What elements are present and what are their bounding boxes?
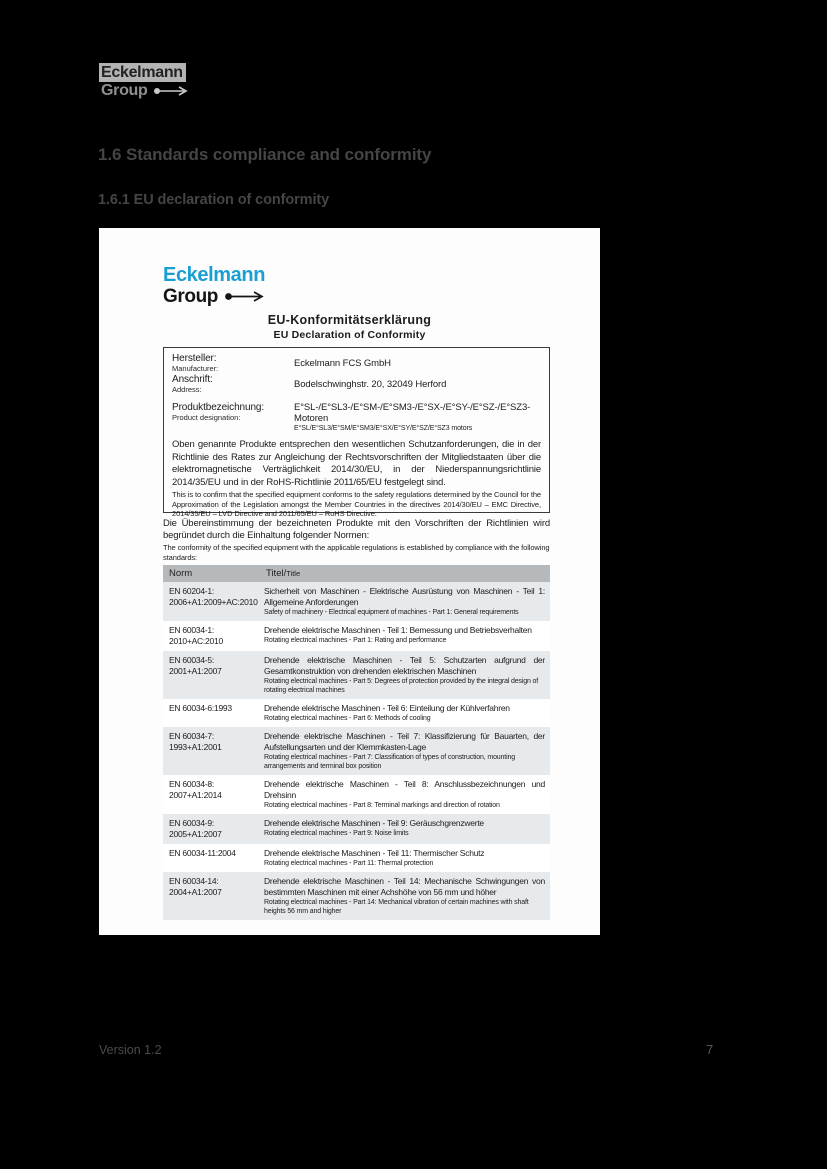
standard-norm-line1: EN 60034-14: (169, 876, 219, 886)
standards-intro-german: Die Übereinstimmung der bezeichneten Produkte mit den Vorschriften der Richtlinien wird begründet durch die Einhaltung folgender Normen: (163, 518, 550, 541)
standards-table-body (163, 582, 550, 920)
info-label-english: Product designation: (172, 413, 241, 422)
standard-title-cell (260, 872, 550, 920)
standard-norm-cell (163, 814, 260, 844)
standard-norm-line1: EN 60034-5: (169, 655, 214, 665)
standard-norm-line1: EN 60034-6:1993 (169, 703, 232, 713)
info-value: Eckelmann FCS GmbH (294, 358, 391, 369)
standard-norm-line2: 2010+AC:2010 (169, 636, 223, 646)
logo-arrow-icon (224, 291, 266, 302)
standard-title-cell (260, 814, 550, 844)
manufacturer-info-box (163, 347, 550, 518)
conformity-statement-german: Oben genannte Produkte entsprechen den wesentlichen Schutzanforderungen, die in der Richtlinie des Rates zur Angleichung der Rechtsvorschriften der Mitgliedstaaten über die elektromagnetische Verträglichkeit 2014/30/EU, in der Niederspannungsrichtlinie 2014/35/EU und in der RoHS-Richtlinie 2011/65/EU festgelegt sind. (172, 439, 541, 488)
info-label-german: Anschrift: (172, 374, 213, 385)
standard-norm-cell (163, 582, 260, 621)
page-header-logo (99, 63, 189, 99)
eu-declaration-document (99, 228, 600, 935)
standards-table-header-title (260, 565, 550, 582)
standard-title-english: Rotating electrical machines - Part 6: Methods of cooling (264, 715, 431, 722)
standard-title-german: Drehende elektrische Maschinen - Teil 14: Mechanische Schwingungen von bestimmten Maschinen mit einer Achshöhe von 56 mm und höher (264, 876, 545, 897)
standard-title-english: Rotating electrical machines - Part 1: Rating and performance (264, 637, 447, 644)
info-value: E°SL-/E°SL3-/E°SM-/E°SM3-/E°SX-/E°SY-/E°SZ-/E°SZ3- (294, 402, 531, 413)
page-header-logo-group: Group (101, 82, 148, 99)
page-header-logo-eckelmann: Eckelmann (99, 63, 186, 82)
doc-title (99, 313, 600, 341)
standard-title-cell (260, 582, 550, 621)
info-label-english: Address: (172, 385, 202, 394)
standards-intro (163, 518, 550, 562)
standard-title-german: Drehende elektrische Maschinen - Teil 5: Schutzarten aufgrund der Gesamtkonstruktion von drehenden elektrischen Maschinen (264, 655, 545, 676)
standards-table-row (163, 814, 550, 844)
info-row (172, 353, 541, 373)
footer-page-number: 7 (706, 1042, 714, 1057)
standard-title-english: Rotating electrical machines - Part 11: Thermal protection (264, 860, 434, 867)
standard-title-english: Rotating electrical machines - Part 9: Noise limits (264, 830, 409, 837)
info-value: Bodelschwinghstr. 20, 32049 Herford (294, 379, 447, 390)
standard-norm-line2: 2001+A1:2007 (169, 666, 222, 676)
standard-norm-line1: EN 60034-9: (169, 818, 214, 828)
standards-intro-english: The conformity of the specified equipment with the applicable regulations is established by compliance with the following standards: (163, 543, 550, 562)
standard-title-cell (260, 699, 550, 727)
standard-norm-cell (163, 651, 260, 699)
standard-title-cell (260, 775, 550, 814)
standard-title-german: Drehende elektrische Maschinen - Teil 1: Bemessung und Betriebsverhalten (264, 625, 532, 635)
info-value-small: E°SL/E°SL3/E°SM/E°SM3/E°SX/E°SY/E°SZ/E°SZ3 motors (294, 425, 473, 432)
standards-table-row (163, 621, 550, 651)
standards-table-row (163, 775, 550, 814)
subsection-heading: 1.6.1 EU declaration of conformity (98, 192, 330, 208)
doc-title-german: EU-Konformitätserklärung (267, 313, 432, 327)
standard-title-cell (260, 651, 550, 699)
info-value-line2: Motoren (294, 413, 329, 424)
standard-title-german: Drehende elektrische Maschinen - Teil 9: Geräuschgrenzwerte (264, 818, 484, 828)
info-label-english: Manufacturer: (172, 364, 219, 373)
standards-table-row (163, 699, 550, 727)
standard-norm-line2: 2005+A1:2007 (169, 829, 222, 839)
footer-version: Version 1.2 (99, 1043, 162, 1057)
info-row (172, 402, 541, 432)
standard-title-english: Rotating electrical machines - Part 5: Degrees of protection provided by the integral design of rotating electrical machines (264, 678, 539, 694)
standard-title-cell (260, 621, 550, 651)
section-heading: 1.6 Standards compliance and conformity (98, 145, 432, 164)
conformity-statement-english: This is to confirm that the specified equipment conforms to the safety regulations determined by the Council for the Approximation of the Legislation amongst the Member Countries in the directives 2014/30/EU – EMC Directive, 2014/35/EU – LVD Directive and 2011/65/EU – RoHS Directive. (172, 490, 541, 518)
info-label-german: Hersteller: (172, 353, 217, 364)
info-label-german: Produktbezeichnung: (172, 402, 265, 413)
standard-norm-line1: EN 60034-1: (169, 625, 214, 635)
standard-title-german: Drehende elektrische Maschinen - Teil 8: Anschlussbezeichnungen und Drehsinn (264, 779, 545, 800)
standards-table-header-title-de: Titel/ (266, 568, 287, 579)
standard-title-english: Rotating electrical machines - Part 8: Terminal markings and direction of rotation (264, 802, 500, 809)
doc-logo (163, 265, 266, 306)
standard-title-german: Drehende elektrische Maschinen - Teil 11: Thermischer Schutz (264, 848, 485, 858)
standard-norm-line1: EN 60204-1: (169, 586, 214, 596)
standard-title-cell (260, 844, 550, 872)
standard-norm-line1: EN 60034-7: (169, 731, 214, 741)
standard-title-english: Rotating electrical machines - Part 7: Classification of types of construction, mounting arrangements and terminal box position (264, 754, 515, 770)
standard-norm-cell (163, 872, 260, 920)
standard-norm-line1: EN 60034-8: (169, 779, 214, 789)
doc-logo-eckelmann: Eckelmann (163, 264, 266, 286)
standard-norm-cell (163, 775, 260, 814)
standard-title-english: Rotating electrical machines - Part 14: Mechanical vibration of certain machines with shaft heights 56 mm and higher (264, 899, 529, 915)
standard-norm-line2: 2007+A1:2014 (169, 790, 222, 800)
standard-norm-cell (163, 727, 260, 775)
standards-table-row (163, 651, 550, 699)
standard-title-german: Sicherheit von Maschinen - Elektrische Ausrüstung von Maschinen - Teil 1: Allgemeine Anforderungen (264, 586, 545, 607)
standards-table-header-norm: Norm (169, 568, 193, 579)
standard-title-cell (260, 727, 550, 775)
logo-arrow-icon (153, 86, 189, 96)
info-rows (172, 353, 541, 432)
standards-table-row (163, 727, 550, 775)
doc-title-english: EU Declaration of Conformity (273, 329, 426, 341)
standard-norm-line2: 1993+A1:2001 (169, 742, 222, 752)
standard-title-german: Drehende elektrische Maschinen - Teil 7: Klassifizierung für Bauarten, der Aufstellungsarten und der Klemmkasten-Lage (264, 731, 545, 752)
standards-table (163, 565, 550, 920)
standards-table-row (163, 872, 550, 920)
standard-norm-cell (163, 844, 260, 872)
standards-table-header (163, 565, 550, 582)
info-row (172, 374, 541, 394)
standard-norm-line2: 2006+A1:2009+AC:2010 (169, 597, 258, 607)
doc-logo-group: Group (163, 286, 218, 307)
standard-norm-cell (163, 621, 260, 651)
standard-title-english: Safety of machinery - Electrical equipment of machines - Part 1: General requirements (264, 609, 519, 616)
standards-table-header-title-en: Title (286, 569, 301, 578)
standard-norm-line1: EN 60034-11:2004 (169, 848, 236, 858)
standard-norm-cell (163, 699, 260, 727)
standards-table-row (163, 582, 550, 621)
standard-title-german: Drehende elektrische Maschinen - Teil 6: Einteilung der Kühlverfahren (264, 703, 510, 713)
standard-norm-line2: 2004+A1:2007 (169, 887, 222, 897)
standards-table-row (163, 844, 550, 872)
